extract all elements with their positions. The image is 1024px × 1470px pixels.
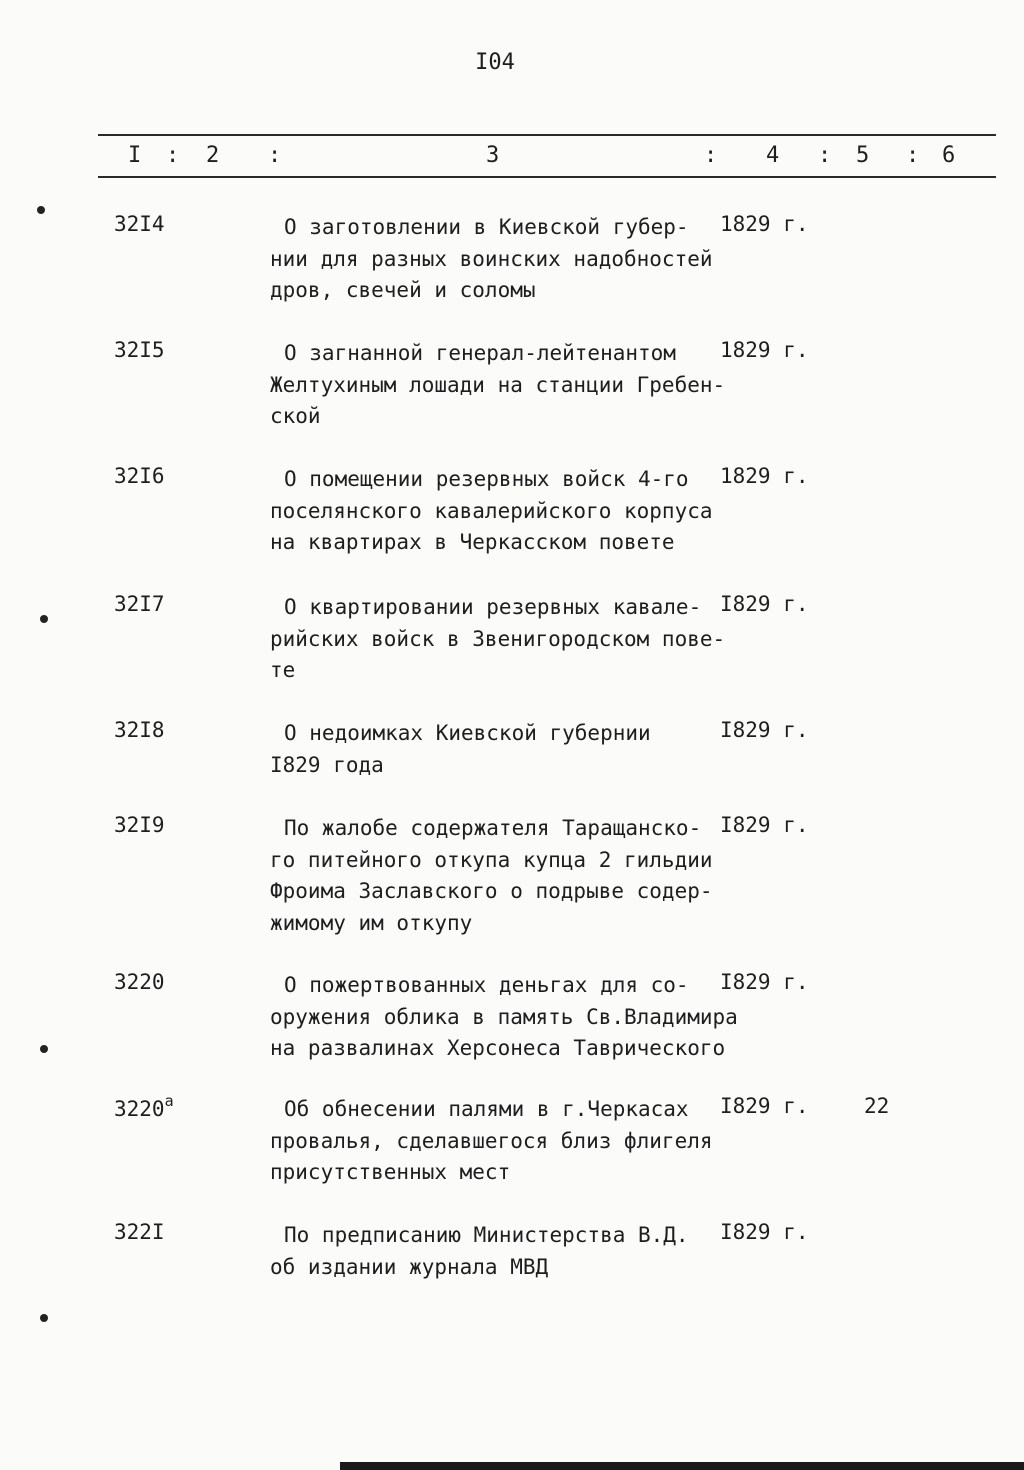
description-line: присутственных мест: [270, 1160, 511, 1184]
description-line: О недоимках Киевской губернии: [284, 721, 651, 745]
description-line: О пожертвованных деньгах для со-: [284, 973, 689, 997]
entry-number: [114, 1094, 174, 1121]
entry-number: 32I6: [114, 464, 165, 488]
binder-hole-mark: [37, 206, 45, 214]
entry-description: [270, 718, 720, 781]
description-line: I829 года: [270, 752, 384, 777]
entry-number: 32I4: [114, 212, 165, 236]
entry-number: 32I8: [114, 718, 165, 742]
description-line: го питейного откупа купца 2 гильдии: [270, 847, 713, 872]
entry-number: 32I7: [114, 592, 165, 616]
entry-description: [270, 1220, 720, 1283]
entry-year: I829 г.: [720, 1220, 809, 1244]
description-line: Об обнесении палями в г.Черкасах: [284, 1097, 689, 1121]
description-line: дров, свечей и соломы: [270, 278, 536, 302]
description-line: Фроима Заславского о подрыве содер-: [270, 879, 713, 903]
description-line: те: [270, 658, 296, 682]
description-line: О квартировании резервных кавале-: [284, 595, 702, 619]
entry-description: [270, 1094, 720, 1189]
binder-hole-mark: [40, 1314, 48, 1322]
description-line: нии для разных воинских надобностей: [270, 246, 713, 271]
description-line: По жалобе содержателя Таращанско-: [284, 816, 702, 840]
binder-hole-mark: [40, 615, 48, 623]
description-line: О помещении резервных войск 4-го: [284, 467, 689, 491]
entry-description: [270, 338, 726, 433]
column-header-3: 3: [486, 143, 500, 168]
entry-number: 322I: [114, 1220, 165, 1244]
entry-description: [270, 970, 738, 1065]
column-separator: :: [268, 143, 282, 168]
column-separator: :: [818, 143, 832, 168]
description-line: О загнанной генерал-лейтенантом: [284, 341, 676, 365]
description-line: на развалинах Херсонеса Таврического: [270, 1036, 726, 1060]
description-line: об издании журнала МВД: [270, 1254, 549, 1279]
entry-number: 32I9: [114, 813, 165, 837]
header-rule-top: [98, 134, 996, 136]
entry-description: [270, 212, 720, 307]
entry-description: [270, 592, 726, 687]
entry-year: 1829 г.: [720, 338, 809, 362]
description-line: провалья, сделавшегося близ флигеля: [270, 1128, 713, 1153]
description-line: рийских войск в Звенигородском пове-: [270, 626, 726, 651]
column-separator: :: [906, 143, 920, 168]
entry-number-base: 3220: [114, 1097, 165, 1121]
description-line: По предписанию Министерства В.Д.: [284, 1223, 689, 1247]
page-number: I04: [475, 50, 515, 75]
binder-hole-mark: [40, 1045, 48, 1053]
entry-year: I829 г.: [720, 813, 809, 837]
description-line: жимому им откупу: [270, 910, 473, 935]
entry-year: 1829 г.: [720, 212, 809, 236]
column-header-6: 6: [942, 143, 956, 168]
entry-year: I829 г.: [720, 1094, 809, 1118]
description-line: поселянского кавалерийского корпуса: [270, 498, 713, 523]
column-header-1: I: [128, 143, 142, 168]
entry-year: I829 г.: [720, 970, 809, 994]
description-line: на квартирах в Черкасском повете: [270, 530, 675, 554]
scan-edge-shadow: [340, 1462, 1024, 1470]
column-separator: :: [704, 143, 718, 168]
description-line: ской: [270, 404, 321, 428]
description-line: Желтухиным лошади на станции Гребен-: [270, 372, 726, 397]
entry-number-suffix: а: [164, 1092, 174, 1110]
entry-year: I829 г.: [720, 718, 809, 742]
description-line: оружения облика в память Св.Владимира: [270, 1004, 738, 1029]
column-header-4: 4: [766, 143, 780, 168]
entry-year: I829 г.: [720, 592, 809, 616]
entry-sheets: 22: [864, 1094, 890, 1118]
header-rule-bottom: [98, 176, 996, 178]
column-header-2: 2: [206, 143, 220, 168]
description-line: О заготовлении в Киевской губер-: [284, 215, 689, 239]
entry-number: 32I5: [114, 338, 165, 362]
entry-description: [270, 464, 720, 559]
entry-number: 3220: [114, 970, 165, 994]
entry-description: [270, 813, 720, 939]
column-separator: :: [166, 143, 180, 168]
column-header-5: 5: [856, 143, 870, 168]
entry-year: 1829 г.: [720, 464, 809, 488]
